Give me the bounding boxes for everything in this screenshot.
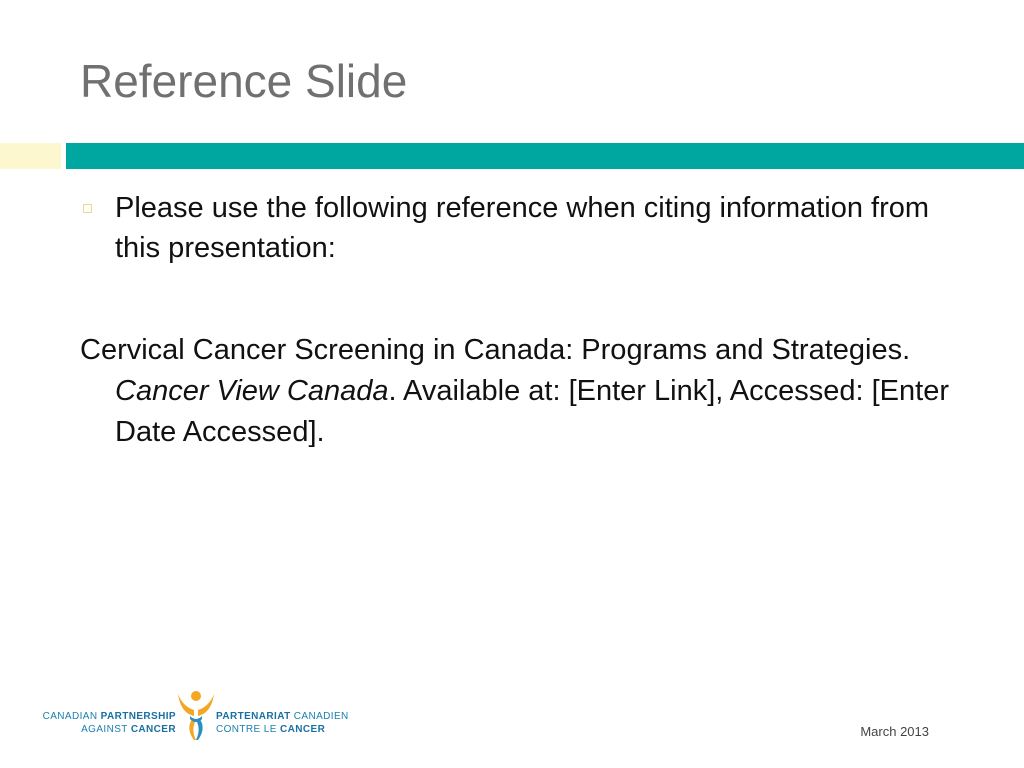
reference-citation — [80, 330, 975, 453]
teal-accent-band — [66, 143, 1024, 169]
reference-availability: . Available at: [Enter Link], Accessed: [Enter Date Accessed]. — [115, 375, 949, 448]
footer-date: March 2013 — [860, 724, 929, 739]
pale-accent-band — [0, 143, 61, 169]
reference-text: Cervical Cancer Screening in Canada: Programs and Strategies. — [80, 334, 911, 366]
square-bullet-icon — [83, 204, 92, 213]
bullet-item — [80, 188, 940, 268]
reference-source-italic: Cancer View Canada — [115, 375, 389, 407]
partnership-logo — [42, 688, 349, 748]
logo-english-text: CANADIAN PARTNERSHIP AGAINST CANCER — [42, 711, 176, 735]
slide-title: Reference Slide — [80, 55, 408, 107]
logo-french-text: PARTENARIAT CANADIEN CONTRE LE CANCER — [216, 711, 349, 735]
bullet-text: Please use the following reference when citing information from this presentation: — [115, 192, 930, 264]
partnership-figure-logo-icon — [176, 688, 216, 744]
